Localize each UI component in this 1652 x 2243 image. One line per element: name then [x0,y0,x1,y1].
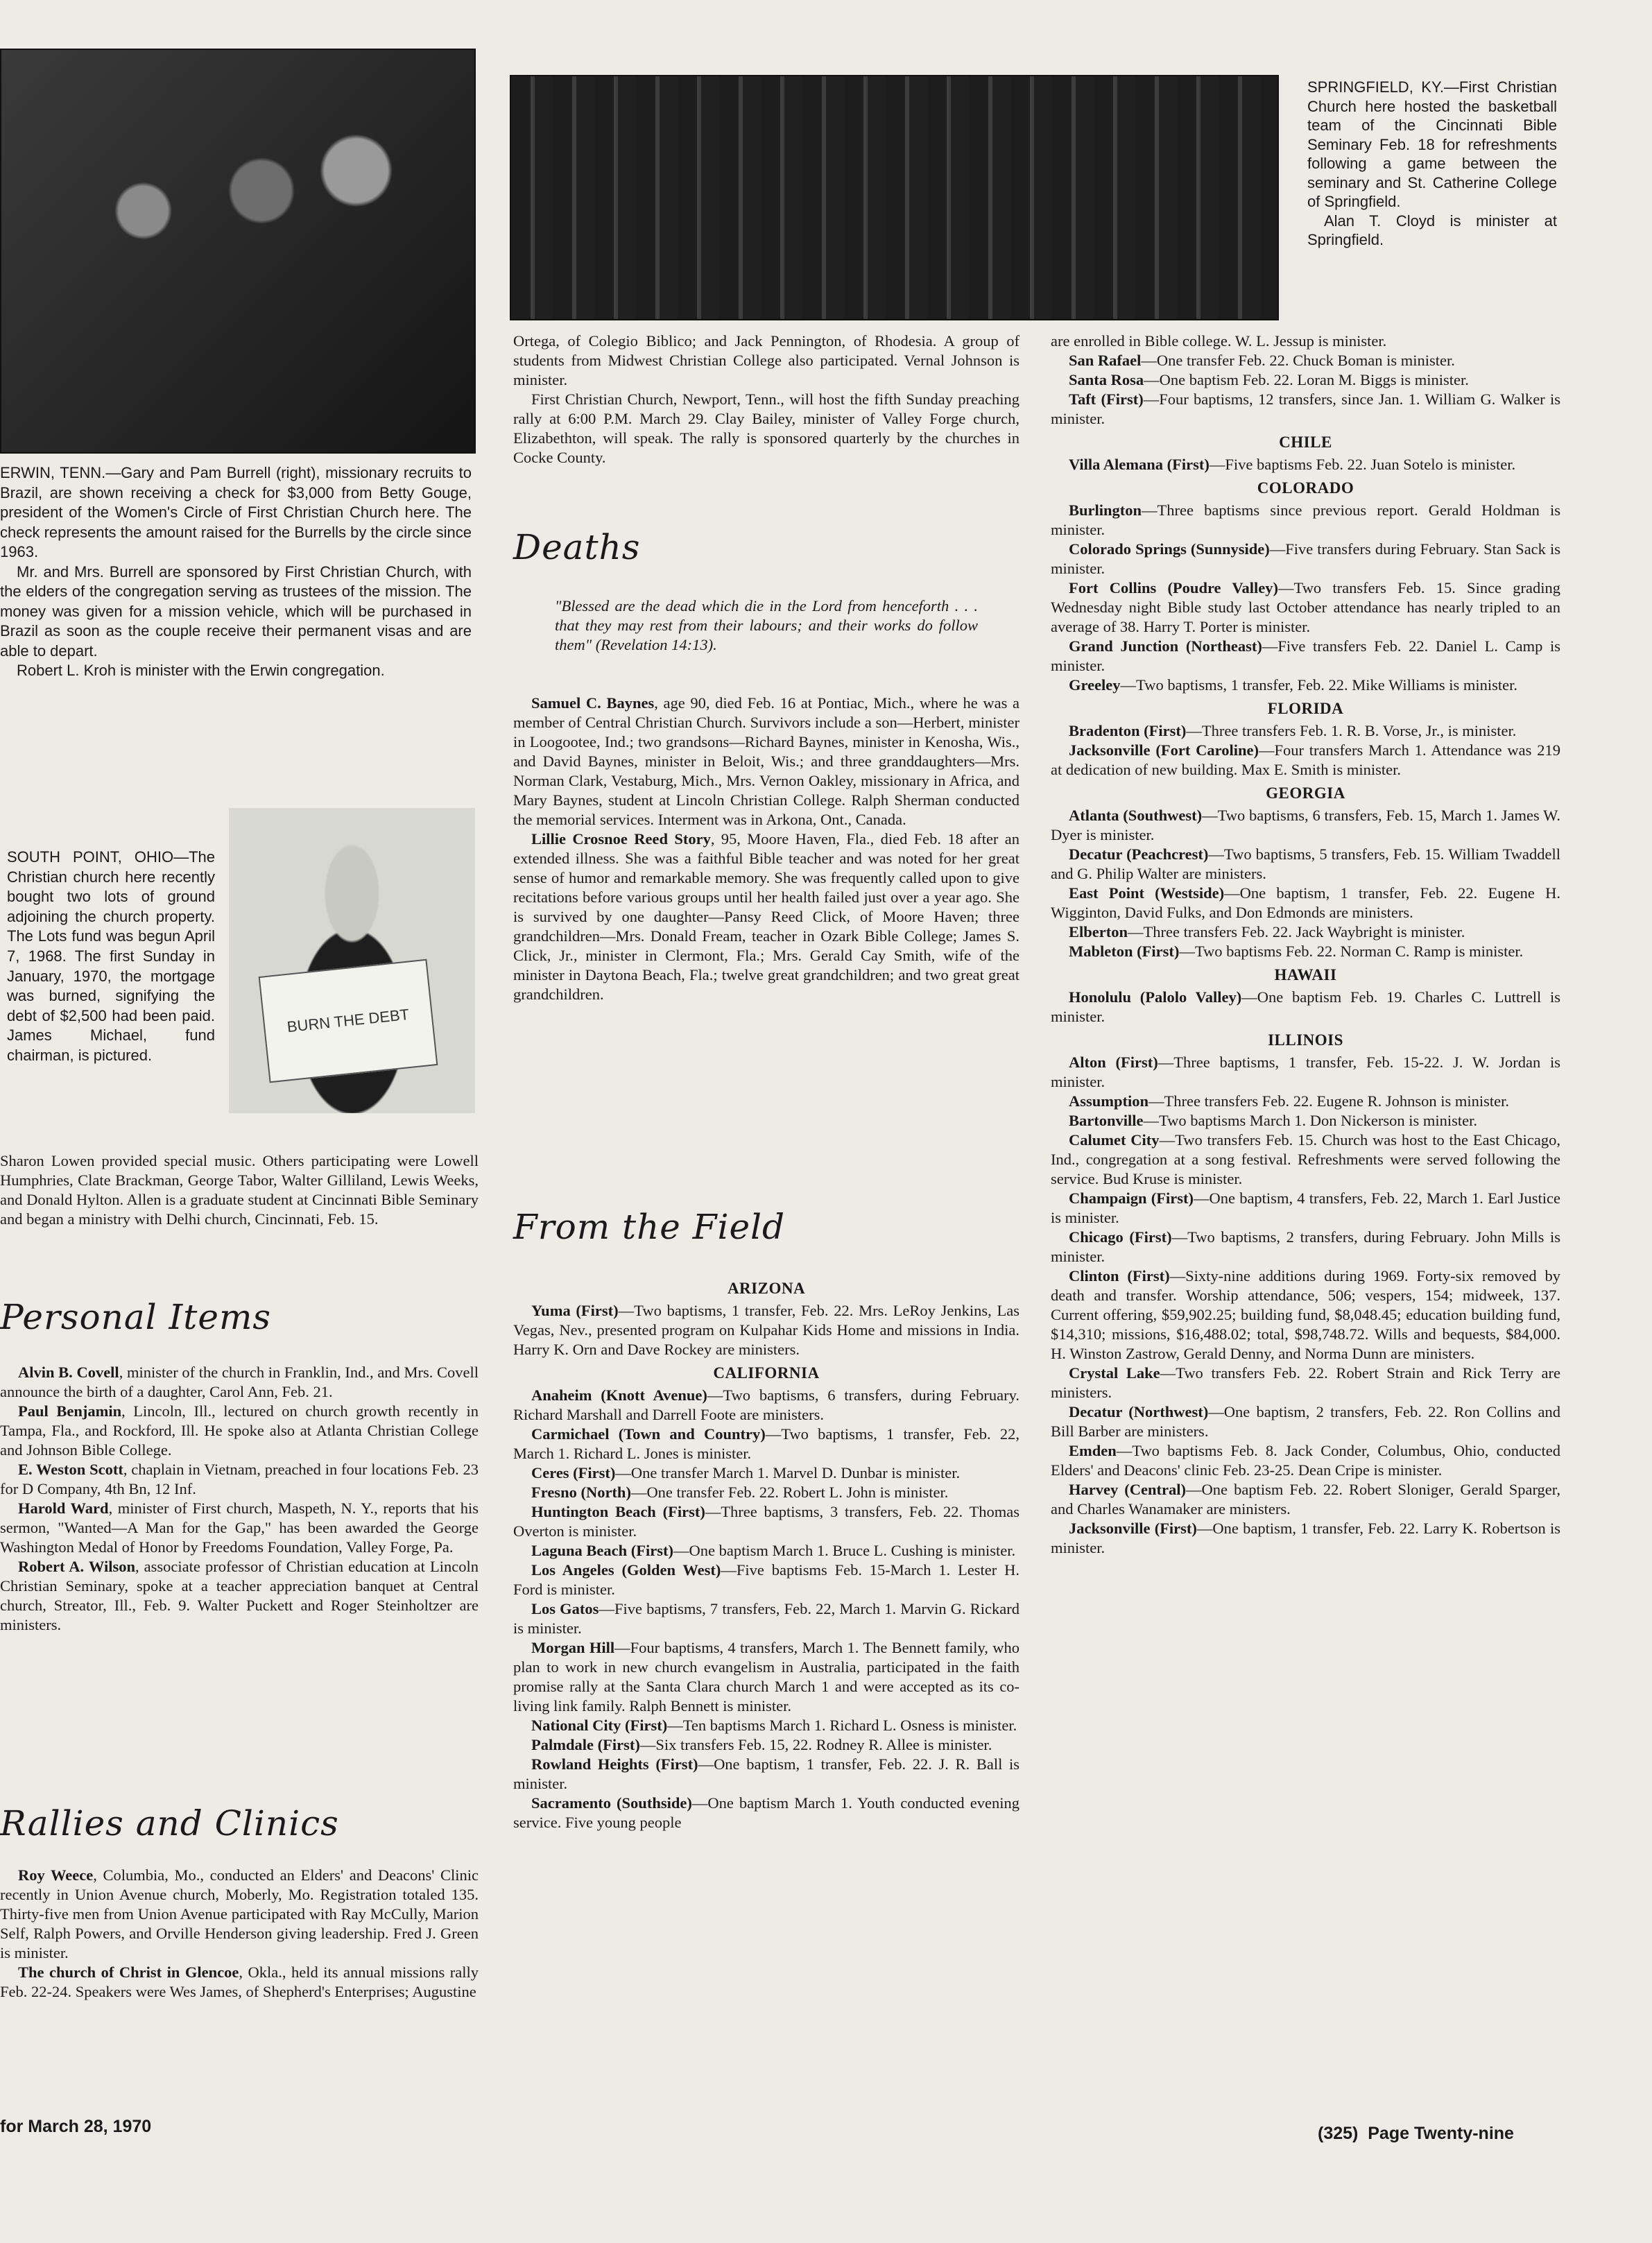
list-item: are enrolled in Bible college. W. L. Jessup is minister. [1051,332,1387,350]
list-item: Burlington—Three baptisms since previous report. Gerald Holdman is minister. [1051,501,1560,538]
list-item: Roy Weece, Columbia, Mo., conducted an Elders' and Deacons' Clinic recently in Union Avenue church, Moberly, Mo. Registration totaled 135. Thirty-five men from Union Avenue participated with Ray McCully, Marion Self, Ralph Powers, and Orville Henderson giving leadership. Fred J. Green is minister. [0,1866,479,1961]
state-heading: COLORADO [1257,479,1354,497]
list-item: Taft (First)—Four baptisms, 12 transfers, since Jan. 1. William G. Walker is minister. [1051,390,1560,427]
springfield-team-photo [510,75,1279,320]
burn-the-debt-placard: BURN THE DEBT [259,959,438,1083]
list-item: Los Gatos—Five baptisms, 7 transfers, Feb. 22, March 1. Marvin G. Rickard is minister. [513,1600,1019,1637]
list-item: Fresno (North)—One transfer Feb. 22. Robert L. John is minister. [531,1484,949,1501]
list-item: Morgan Hill—Four baptisms, 4 transfers, March 1. The Bennett family, who plan to work in new church evangelism in Australia, participated in the faith promise rally at the Santa Clara church March 1 and were accepted as its co-living link family. Ralph Bennett is minister. [513,1639,1019,1715]
list-item: Yuma (First)—Two baptisms, 1 transfer, Feb. 22. Mrs. LeRoy Jenkins, Las Vegas, Nev., presented program on Kulpahar Kids Home and missions in India. Harry K. Orn and Dave Rockey are ministers. [513,1302,1020,1358]
list-item: Rowland Heights (First)—One baptism, 1 transfer, Feb. 22. J. R. Ball is minister. [513,1755,1019,1792]
list-item: San Rafael—One transfer Feb. 22. Chuck Boman is minister. [1069,352,1455,369]
rallies-heading: Rallies and Clinics [0,1803,339,1844]
list-item: Champaign (First)—One baptism, 4 transfers, Feb. 22, March 1. Earl Justice is minister. [1051,1189,1561,1226]
list-item: Fort Collins (Poudre Valley)—Two transfers Feb. 15. Since grading Wednesday night Bible study last October attendance has nearly tripled to an average of 38. Harry T. Porter is minister. [1051,579,1560,635]
erwin-caption: ERWIN, TENN.—Gary and Pam Burrell (right), missionary recruits to Brazil, are shown receiving a check for $3,000 from Betty Gouge, president of the Women's Circle of First Christian Church here. The check represents the amount raised for the Burrells by the circle since 1963. Mr. and Mrs. Burrell are sponsored by First Christian Church, with the elders of the congregation serving as trustees of the mission. The money was given for a mission vehicle, which will be purchased in Brazil as soon as the couple receive their permanent visas and are able to depart. Robert L. Kroh is minister with the Erwin congregation. [0,464,472,679]
list-item: Bartonville—Two baptisms March 1. Don Nickerson is minister. [1069,1112,1477,1129]
list-item: Jacksonville (First)—One baptism, 1 transfer, Feb. 22. Larry K. Robertson is minister. [1051,1520,1560,1556]
erwin-photo [0,49,476,454]
state-heading: HAWAII [1274,966,1337,983]
list-item: Emden—Two baptisms Feb. 8. Jack Conder, Columbus, Ohio, conducted Elders' and Deacons' clinic Feb. 23-25. Dean Cripe is minister. [1051,1442,1560,1479]
list-item: Chicago (First)—Two baptisms, 2 transfers, during February. John Mills is minister. [1051,1228,1560,1265]
deaths-list [513,694,1019,1004]
list-item: East Point (Westside)—One baptism, 1 transfer, Feb. 22. Eugene H. Wigginton, David Fulks, and Don Edmonds are ministers. [1051,884,1560,921]
list-item: National City (First)—Ten baptisms March 1. Richard L. Osness is minister. [531,1717,1017,1734]
from-the-field-heading: From the Field [513,1207,786,1247]
list-item: Greeley—Two baptisms, 1 transfer, Feb. 22. Mike Williams is minister. [1069,676,1517,694]
personal-items-heading: Personal Items [0,1297,272,1337]
list-item: Paul Benjamin, Lincoln, Ill., lectured on church growth recently in Tampa, Fla., and Rockford, Ill. He spoke also at Atlanta Christian College and Johnson Bible College. [0,1402,479,1459]
list-item: Clinton (First)—Sixty-nine additions during 1969. Forty-six removed by death and transfer. Worship attendance, 506; vespers, 154; midweek, 137. Current offering, $59,902.25; building fund, $8,048.45; education building fund, $14,310; missions, $16,488.02; total, $98,748.72. Wills and bequests, $84,000. H. Winston Zastrow, Gerald Denny, and Norma Dunn are ministers. [1051,1267,1560,1362]
list-item: Harvey (Central)—One baptism Feb. 22. Robert Sloniger, Gerald Sparger, and Charles Wanamaker are ministers. [1051,1481,1560,1518]
list-item: Mableton (First)—Two baptisms Feb. 22. Norman C. Ramp is minister. [1069,943,1524,960]
list-item: Los Angeles (Golden West)—Five baptisms Feb. 15-March 1. Lester H. Ford is minister. [513,1561,1020,1598]
list-item: Decatur (Northwest)—One baptism, 2 transfers, Feb. 22. Ron Collins and Bill Barber are ministers. [1051,1403,1560,1440]
list-item: Alton (First)—Three baptisms, 1 transfer, Feb. 15-22. J. W. Jordan is minister. [1051,1054,1560,1090]
list-item: Ceres (First)—One transfer March 1. Marvel D. Dunbar is minister. [531,1464,961,1481]
list-item: Atlanta (Southwest)—Two baptisms, 6 transfers, Feb. 15, March 1. James W. Dyer is minister. [1051,807,1560,843]
list-item: Villa Alemana (First)—Five baptisms Feb. 22. Juan Sotelo is minister. [1069,456,1516,473]
deaths-verse: "Blessed are the dead which die in the Lord from henceforth . . . that they may rest from their labours; and their works do follow them" (Revelation 14:13). [555,597,978,653]
field-reports-col3 [1051,332,1560,1558]
list-item: Harold Ward, minister of First church, Maspeth, N. Y., reports that his sermon, "Wanted—A Man for the Gap," has been awarded the George Washington Medal of Honor by Freedoms Foundation, Valley Forge, Pa. [0,1499,479,1556]
state-heading: FLORIDA [1267,700,1344,717]
list-item: Anaheim (Knott Avenue)—Two baptisms, 6 transfers, during February. Richard Marshall and Darrell Foote are ministers. [513,1386,1019,1423]
state-heading: ARIZONA [727,1280,806,1297]
list-item: Palmdale (First)—Six transfers Feb. 15, 22. Rodney R. Allee is minister. [531,1736,992,1753]
deaths-heading: Deaths [513,527,641,567]
list-item: E. Weston Scott, chaplain in Vietnam, preached in four locations Feb. 23 for D Company, 4th Bn, 12 Inf. [0,1461,479,1497]
issue-date-footer: for March 28, 1970 [0,2117,152,2136]
list-item: Robert A. Wilson, associate professor of Christian education at Lincoln Christian Seminary, spoke at a teacher appreciation banquet at Central church, Streator, Ill., Feb. 9. Walter Puckett and Roger Steinholtzer are ministers. [0,1558,479,1633]
list-item: Sacramento (Southside)—One baptism March 1. Youth conducted evening service. Five young people [513,1794,1019,1831]
list-item: Laguna Beach (First)—One baptism March 1. Bruce L. Cushing is minister. [531,1542,1016,1559]
list-item: Calumet City—Two transfers Feb. 15. Church was host to the East Chicago, Ind., congregation at a song festival. Refreshments were served following the service. Bud Kruse is minister. [1051,1131,1560,1187]
rallies-list [0,1866,479,2002]
state-heading: CHILE [1279,433,1332,451]
list-item: Huntington Beach (First)—Three baptisms, 3 transfers, Feb. 22. Thomas Overton is minister. [513,1503,1019,1540]
col2-top-paragraphs: Ortega, of Colegio Biblico; and Jack Pennington, of Rhodesia. A group of students from Midwest Christian College also participated. Vernal Johnson is minister. First Christian Church, Newport, Tenn., will host the fifth Sunday preaching rally at 6:00 P.M. March 29. Clay Bailey, minister of Valley Forge church, Elizabethton, will speak. The rally is sponsored quarterly by the churches in Cocke County. [513,332,1019,466]
list-item: Elberton—Three transfers Feb. 22. Jack Waybright is minister. [1069,923,1465,940]
list-item: Bradenton (First)—Three transfers Feb. 1. R. B. Vorse, Jr., is minister. [1069,722,1517,739]
list-item: Crystal Lake—Two transfers Feb. 22. Robert Strain and Rick Terry are ministers. [1051,1364,1560,1401]
field-reports-col2 [513,1275,1019,1832]
list-item: Santa Rosa—One baptism Feb. 22. Loran M. Biggs is minister. [1069,371,1469,388]
list-item: Carmichael (Town and Country)—Two baptisms, 1 transfer, Feb. 22, March 1. Richard L. Jones is minister. [513,1425,1019,1462]
list-item: Alvin B. Covell, minister of the church in Franklin, Ind., and Mrs. Covell announce the birth of a daughter, Carol Ann, Feb. 21. [0,1364,479,1400]
state-heading: GEORGIA [1266,784,1345,802]
list-item: Decatur (Peachcrest)—Two baptisms, 5 transfers, Feb. 15. William Twaddell and G. Philip Walter are ministers. [1051,845,1560,882]
list-item: Assumption—Three transfers Feb. 22. Eugene R. Johnson is minister. [1069,1092,1509,1110]
state-heading: CALIFORNIA [713,1364,820,1382]
list-item: Honolulu (Palolo Valley)—One baptism Feb. 19. Charles C. Luttrell is minister. [1051,988,1560,1025]
state-heading: ILLINOIS [1268,1031,1343,1049]
list-item: Lillie Crosnoe Reed Story, 95, Moore Haven, Fla., died Feb. 18 after an extended illness. She was a faithful Bible teacher and was noted for her great sense of humor and remarkable memory. She was frequently called upon to give recitations before various groups until her health failed just over a year ago. She is survived by one daughter—Pansy Reed Click, of Moore Haven; three grandchildren—Mrs. Donald Fream, teacher in Ozark Bible College; James S. Click, Jr., minister in Clermont, Fla.; Mrs. Gerald Cay Smith, wife of the minister in Daytona Beach, Fla.; twelve great grandchildren; and two great great grandchildren. [513,830,1019,1003]
list-item: Grand Junction (Northeast)—Five transfers Feb. 22. Daniel L. Camp is minister. [1051,637,1561,674]
south-point-photo [229,808,475,1113]
personal-items-list [0,1363,479,1635]
list-item: Colorado Springs (Sunnyside)—Five transfers during February. Stan Sack is minister. [1051,540,1560,577]
col1-continued-paragraph: Sharon Lowen provided special music. Others participating were Lowell Humphries, Clate Brackman, George Tabor, Walter Gilliland, Lewis Weeks, and Donald Hylton. Allen is a graduate student at Cincinnati Bible Seminary and began a ministry with Delhi church, Cincinnati, Feb. 15. [0,1152,479,1228]
list-item: The church of Christ in Glencoe, Okla., held its annual missions rally Feb. 22-24. Speakers were Wes James, of Shepherd's Enterprises; Augustine [0,1963,479,2000]
list-item: Jacksonville (Fort Caroline)—Four transfers March 1. Attendance was 219 at dedication of new building. Max E. Smith is minister. [1051,741,1560,778]
south-point-caption: SOUTH POINT, OHIO—The Christian church here recently bought two lots of ground adjoining the church property. The Lots fund was begun April 7, 1968. The first Sunday in January, 1970, the mortgage was burned, signifying the debt of $2,500 had been paid. James Michael, fund chairman, is pictured. [7,848,215,1064]
springfield-caption: SPRINGFIELD, KY.—First Christian Church here hosted the basketball team of the Cincinnati Bible Seminary Feb. 18 for refreshments following a game between the seminary and St. Catherine College of Springfield. Alan T. Cloyd is minister at Springfield. [1307,78,1557,248]
page-number-footer: (325) Page Twenty-nine [1318,2124,1514,2143]
list-item: Samuel C. Baynes, age 90, died Feb. 16 at Pontiac, Mich., where he was a member of Central Christian Church. Survivors include a son—Herbert, minister in Loogootee, Ind.; two grandsons—Richard Baynes, minister in Kenosha, Wis., and David Baynes, minister in Beloit, Wis.; and three granddaughters—Mrs. Norman Clark, Vestaburg, Mich., Mrs. Vernon Oakley, missionary in Africa, and Mary Baynes, student at Lincoln Christian College. Ralph Sherman conducted the memorial services. Interment was in Arkona, Ont., Canada. [513,694,1019,828]
